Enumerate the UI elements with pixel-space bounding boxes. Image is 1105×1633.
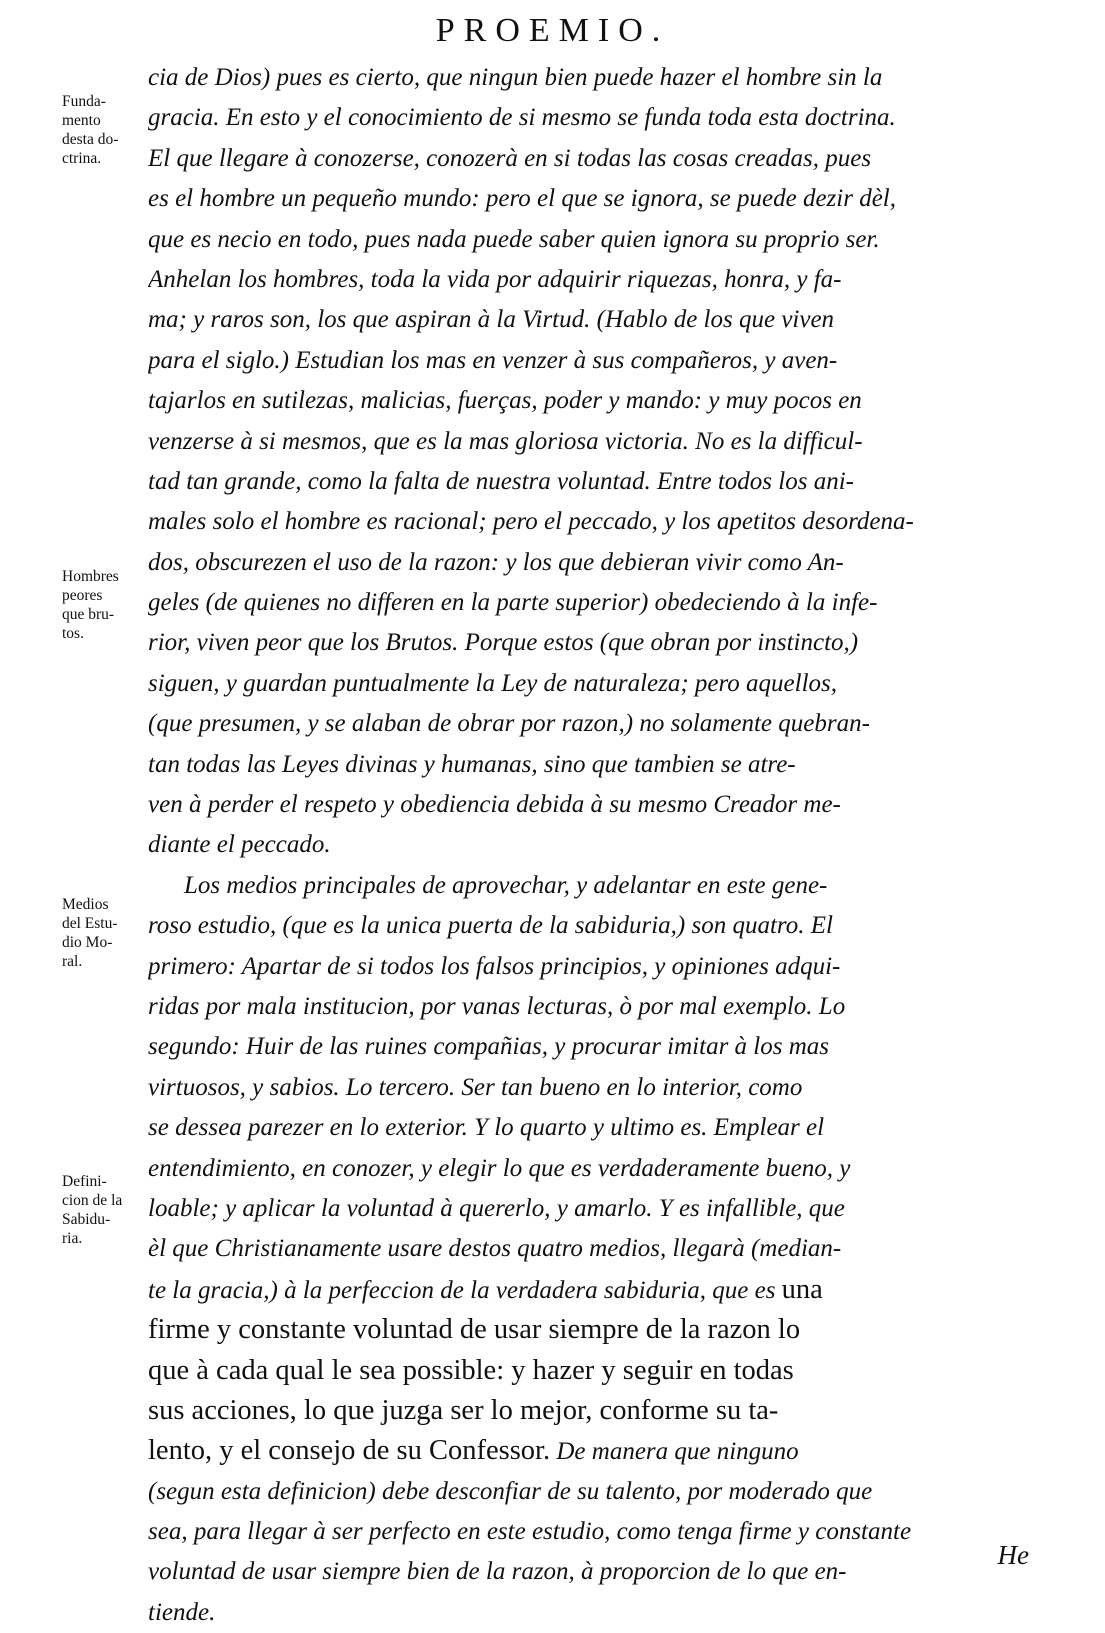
body-text (148, 58, 1028, 1633)
text-line: èl que Christianamente usare destos quatro medios, llegarà (median- (148, 1235, 842, 1263)
text-fragment: De manera que ninguno (556, 1438, 799, 1466)
text-line: El que llegare à conozerse, conozerà en si todas las cosas creadas, pues (148, 144, 872, 172)
margin-note-medios-text: Medios del Estu- dio Mo- ral. (62, 896, 118, 970)
text-line: ma; y raros son, los que aspiran à la Virtud. (Hablo de los que viven (148, 306, 835, 334)
margin-note-fundamento-text: Funda- mento desta do- ctrina. (62, 93, 119, 167)
text-line: (segun esta definicion) debe desconfiar de su talento, por moderado que (148, 1477, 873, 1505)
margin-note-fundamento (62, 92, 152, 168)
text-fragment: te la gracia,) à la perfeccion de la verdadera sabiduria, que es (148, 1276, 776, 1304)
text-line: segundo: Huir de las ruines compañias, y procurar imitar à los mas (148, 1033, 830, 1061)
text-line: sea, para llegar à ser perfecto en este estudio, como tenga firme y constante (148, 1518, 912, 1546)
text-fragment-roman: lento, y el consejo de su Confessor. (148, 1435, 551, 1467)
text-line: Los medios principales de aprovechar, y adelantar en este gene- (184, 871, 828, 899)
text-line: tan todas las Leyes divinas y humanas, sino que tambien se atre- (148, 750, 796, 778)
text-line: (que presumen, y se alaban de obrar por razon,) no solamente quebran- (148, 710, 870, 738)
text-line: voluntad de usar siempre bien de la razon, à proporcion de lo que en- (148, 1558, 847, 1586)
text-fragment-roman: una (781, 1273, 823, 1305)
text-line: se dessea parezer en lo exterior. Y lo quarto y ultimo es. Emplear el (148, 1114, 825, 1142)
text-line: gracia. En esto y el conocimiento de si mesmo se funda toda esta doctrina. (148, 104, 896, 132)
text-line: venzerse à si mesmos, que es la mas gloriosa victoria. No es la difficul- (148, 427, 863, 455)
text-line-mixed (148, 1431, 1028, 1471)
text-line: Anhelan los hombres, toda la vida por adquirir riquezas, honra, y fa- (148, 265, 842, 293)
margin-note-hombres-text: Hombres peores que bru- tos. (62, 568, 119, 642)
text-line: que es necio en todo, pues nada puede saber quien ignora su proprio ser. (148, 225, 880, 253)
margin-note-definicion-text: Defini- cion de la Sabidu- ria. (62, 1173, 123, 1247)
text-line-roman: firme y constante voluntad de usar siempre de la razon lo (148, 1314, 801, 1346)
text-line-mixed (148, 1270, 1028, 1310)
text-line: roso estudio, (que es la unica puerta de la sabiduria,) son quatro. El (148, 912, 833, 940)
margin-note-definicion (62, 1172, 152, 1248)
text-line: loable; y aplicar la voluntad à quererlo, y amarlo. Y es infallible, que (148, 1194, 845, 1222)
text-line: es el hombre un pequeño mundo: pero el que se ignora, se puede dezir dèl, (148, 185, 896, 213)
text-line: geles (de quienes no differen en la parte superior) obedeciendo à la infe- (148, 589, 878, 617)
text-line: cia de Dios) pues es cierto, que ningun bien puede hazer el hombre sin la (148, 64, 883, 91)
text-line: primero: Apartar de si todos los falsos principios, y opiniones adqui- (148, 952, 841, 980)
text-line: rior, viven peor que los Brutos. Porque estos (que obran por instincto,) (148, 629, 859, 657)
text-line: tajarlos en sutilezas, malicias, fuerças, poder y mando: y muy pocos en (148, 387, 862, 415)
margin-note-medios (62, 895, 152, 971)
page-running-title: PROEMIO. (435, 12, 670, 49)
text-line: entendimiento, en conozer, y elegir lo que es verdaderamente bueno, y (148, 1154, 851, 1182)
text-line-roman: sus acciones, lo que juzga ser lo mejor, conforme su ta- (148, 1394, 779, 1426)
text-line-roman: que à cada qual le sea possible: y hazer y seguir en todas (148, 1354, 794, 1386)
text-line: tad tan grande, como la falta de nuestra voluntad. Entre todos los ani- (148, 467, 854, 495)
margin-note-hombres (62, 567, 152, 643)
text-line: males solo el hombre es racional; pero el peccado, y los apetitos desordena- (148, 508, 914, 536)
text-line: dos, obscurezen el uso de la razon: y los que debieran vivir como An- (148, 548, 844, 576)
text-line: ven à perder el respeto y obediencia debida à su mesmo Creador me- (148, 791, 841, 819)
text-line: para el siglo.) Estudian los mas en venzer à sus compañeros, y aven- (148, 346, 838, 374)
text-line: siguen, y guardan puntualmente la Ley de naturaleza; pero aquellos, (148, 669, 838, 697)
catchword: He (997, 1540, 1029, 1570)
text-line: diante el peccado. (148, 831, 331, 859)
text-line: ridas por mala institucion, por vanas lecturas, ò por mal exemplo. Lo (148, 992, 846, 1020)
text-line: virtuosos, y sabios. Lo tercero. Ser tan bueno en lo interior, como (148, 1073, 803, 1101)
text-line: tiende. (148, 1598, 216, 1626)
